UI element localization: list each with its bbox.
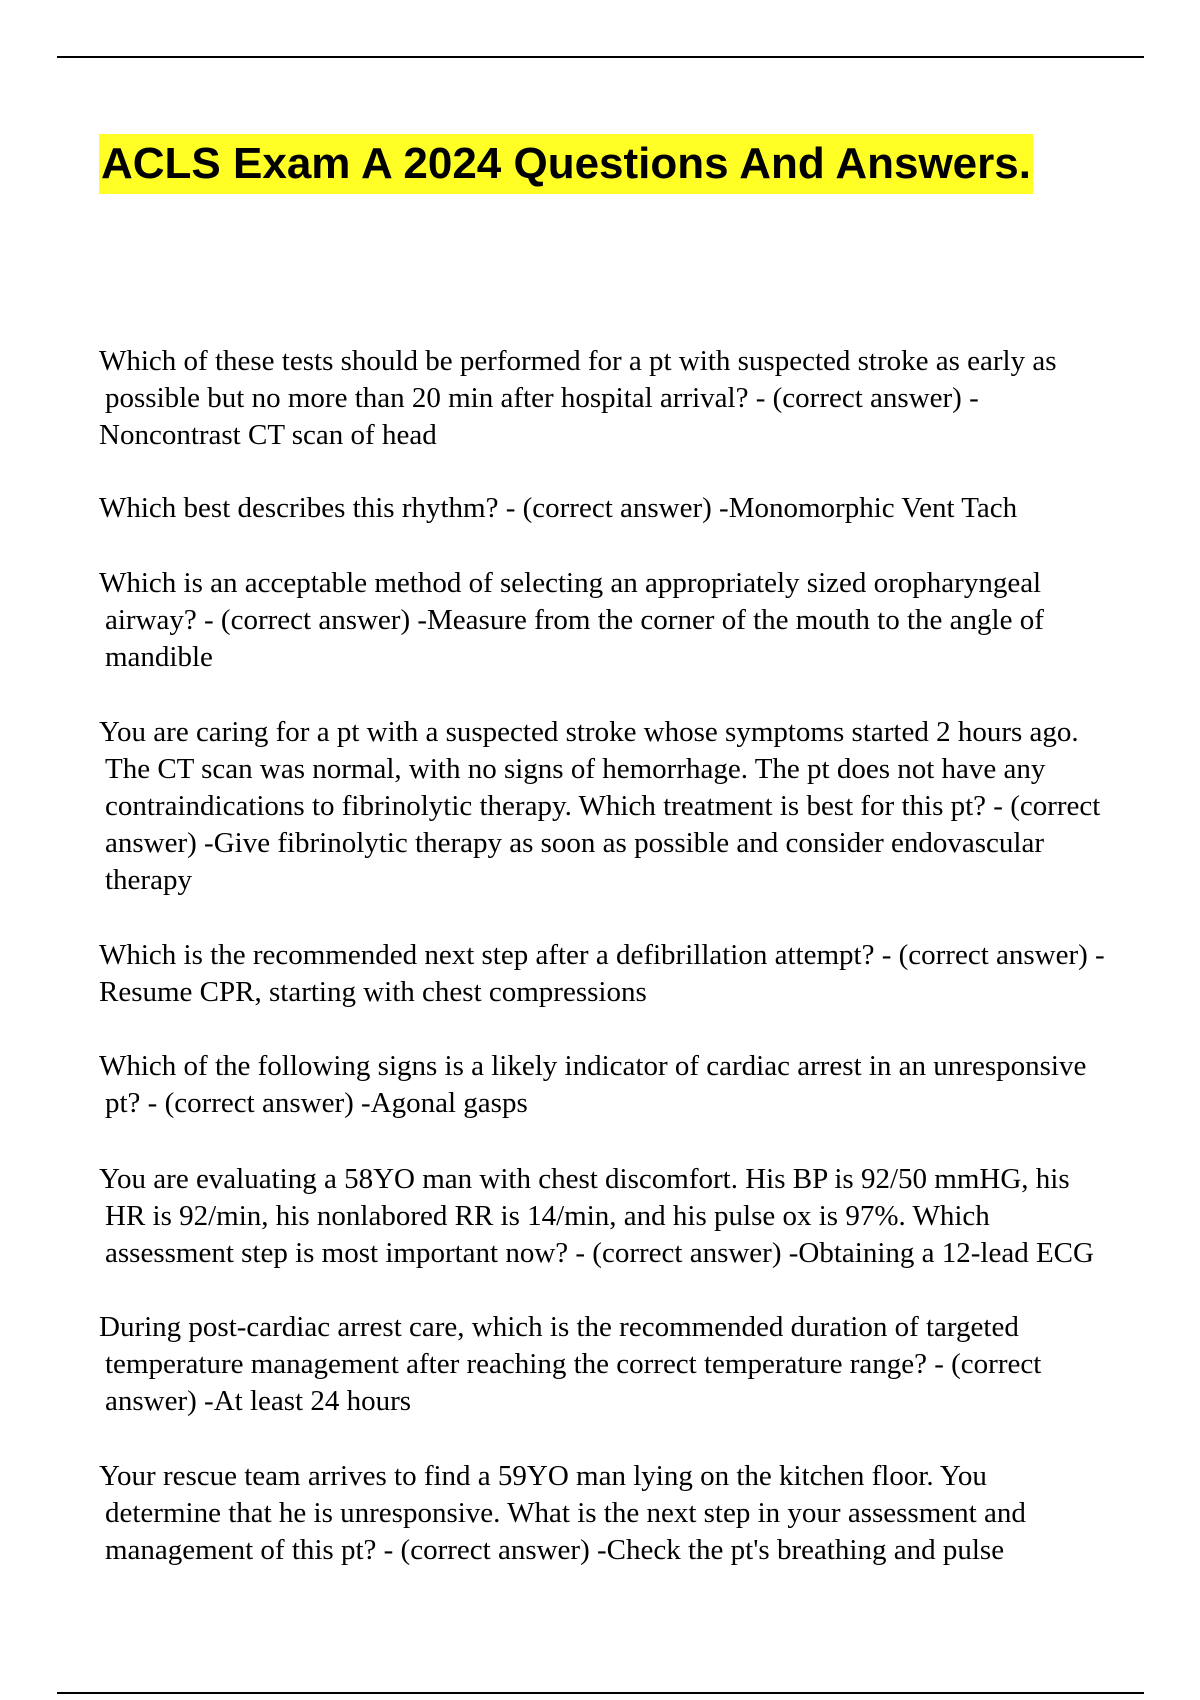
qa-line: temperature management after reaching the correct temperature range? - (correct <box>105 1348 1042 1380</box>
qa-item-3 <box>99 565 1200 676</box>
qa-line: Which best describes this rhythm? - (correct answer) -Monomorphic Vent Tach <box>99 492 1018 524</box>
qa-line: answer) -At least 24 hours <box>105 1385 412 1417</box>
qa-line: answer) -Give fibrinolytic therapy as soon as possible and consider endovascular <box>105 827 1045 859</box>
qa-line: HR is 92/min, his nonlabored RR is 14/min, and his pulse ox is 97%. Which <box>105 1200 990 1232</box>
qa-line: You are evaluating a 58YO man with chest discomfort. His BP is 92/50 mmHG, his <box>99 1163 1070 1195</box>
qa-line: You are caring for a pt with a suspected stroke whose symptoms started 2 hours ago. <box>99 716 1079 748</box>
qa-line: Which is the recommended next step after a defibrillation attempt? - (correct answer) - <box>99 939 1105 971</box>
qa-line: determine that he is unresponsive. What is the next step in your assessment and <box>105 1497 1026 1529</box>
qa-line: Which of the following signs is a likely indicator of cardiac arrest in an unresponsive <box>99 1050 1087 1082</box>
qa-line: mandible <box>105 641 213 673</box>
qa-line: Your rescue team arrives to find a 59YO man lying on the kitchen floor. You <box>99 1460 987 1492</box>
qa-line: During post-cardiac arrest care, which is the recommended duration of targeted <box>99 1311 1019 1343</box>
qa-item-2 <box>99 490 1200 527</box>
qa-item-5 <box>99 937 1200 1011</box>
qa-line: assessment step is most important now? - (correct answer) -Obtaining a 12-lead ECG <box>105 1237 1094 1269</box>
top-divider <box>57 56 1144 58</box>
qa-line: airway? - (correct answer) -Measure from the corner of the mouth to the angle of <box>105 604 1044 636</box>
qa-item-1 <box>99 343 1200 454</box>
qa-item-9 <box>99 1458 1200 1569</box>
title-block <box>99 134 1033 194</box>
bottom-divider <box>57 1692 1144 1694</box>
qa-line: Which is an acceptable method of selecting an appropriately sized oropharyngeal <box>99 567 1042 599</box>
qa-item-4 <box>99 714 1200 899</box>
qa-item-8 <box>99 1309 1200 1420</box>
qa-line: management of this pt? - (correct answer) -Check the pt's breathing and pulse <box>105 1534 1005 1566</box>
qa-line: therapy <box>105 864 192 896</box>
qa-line: pt? - (correct answer) -Agonal gasps <box>105 1087 528 1119</box>
document-title: ACLS Exam A 2024 Questions And Answers. <box>99 134 1033 194</box>
qa-line: possible but no more than 20 min after hospital arrival? - (correct answer) - <box>105 382 979 414</box>
qa-line: Which of these tests should be performed for a pt with suspected stroke as early as <box>99 345 1057 377</box>
qa-item-6 <box>99 1048 1200 1122</box>
qa-line: Resume CPR, starting with chest compressions <box>99 976 647 1008</box>
qa-line: The CT scan was normal, with no signs of hemorrhage. The pt does not have any <box>105 753 1046 785</box>
qa-line: contraindications to fibrinolytic therapy. Which treatment is best for this pt? - (correct <box>105 790 1101 822</box>
qa-item-7 <box>99 1161 1200 1272</box>
qa-line: Noncontrast CT scan of head <box>99 419 437 451</box>
